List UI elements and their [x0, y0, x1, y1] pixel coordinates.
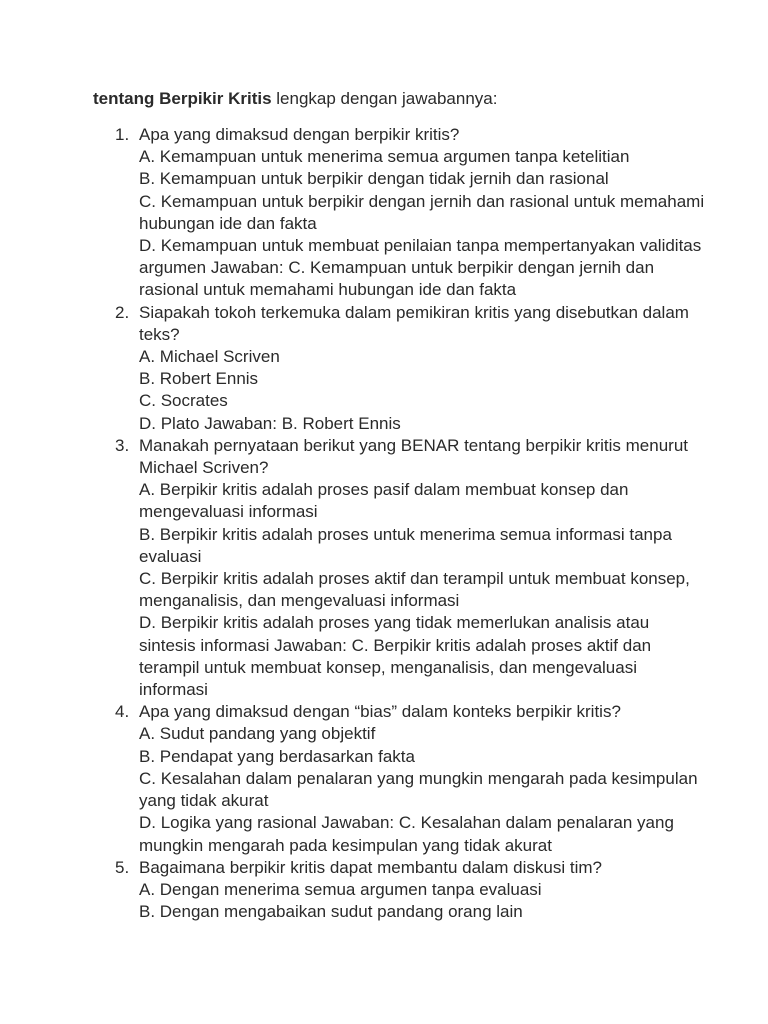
question-4 — [93, 701, 708, 856]
option-b: B. Berpikir kritis adalah proses untuk menerima semua informasi tanpa evaluasi — [139, 524, 672, 566]
option-c: C. Berpikir kritis adalah proses aktif dan terampil untuk membuat konsep, menganalisis, dan mengevaluasi informasi — [139, 569, 690, 611]
option-c: C. Kemampuan untuk berpikir dengan jernih dan rasional untuk memahami hubungan ide dan fakta — [139, 191, 705, 233]
option-b: B. Robert Ennis — [139, 369, 259, 389]
option-d-with-answer: D. Logika yang rasional Jawaban: C. Kesalahan dalam penalaran yang mungkin mengarah pada kesimpulan yang tidak akurat — [139, 813, 674, 855]
question-number: 4. — [115, 702, 130, 722]
question-number: 2. — [115, 302, 130, 322]
question-2 — [93, 302, 708, 435]
option-d-with-answer: D. Berpikir kritis adalah proses yang tidak memerlukan analisis atau sintesis informasi Jawaban: C. Berpikir kritis adalah proses aktif dan terampil untuk membuat konsep, menganalisis, dan mengevaluasi informasi — [139, 613, 652, 700]
option-a: A. Sudut pandang yang objektif — [139, 724, 376, 744]
option-c: C. Socrates — [139, 391, 228, 411]
option-b: B. Pendapat yang berdasarkan fakta — [139, 746, 415, 766]
option-a: A. Michael Scriven — [139, 347, 280, 367]
option-a: A. Dengan menerima semua argumen tanpa evaluasi — [139, 879, 542, 899]
option-a: A. Berpikir kritis adalah proses pasif dalam membuat konsep dan mengevaluasi informasi — [139, 480, 629, 522]
question-list — [93, 124, 708, 923]
option-c: C. Kesalahan dalam penalaran yang mungkin mengarah pada kesimpulan yang tidak akurat — [139, 768, 698, 811]
question-text: Apa yang dimaksud dengan berpikir kritis? — [139, 125, 460, 144]
question-number: 3. — [115, 435, 130, 455]
question-3 — [93, 435, 708, 701]
option-b: B. Kemampuan untuk berpikir dengan tidak jernih dan rasional — [139, 169, 609, 189]
question-number: 5. — [115, 857, 130, 877]
question-text: Siapakah tokoh terkemuka dalam pemikiran kritis yang disebutkan dalam teks? — [139, 302, 689, 344]
intro-title: tentang Berpikir Kritis — [93, 89, 272, 108]
question-5 — [93, 857, 708, 924]
option-b: B. Dengan mengabaikan sudut pandang orang lain — [139, 902, 523, 922]
question-text: Bagaimana berpikir kritis dapat membantu dalam diskusi tim? — [139, 857, 602, 877]
intro-rest: lengkap dengan jawabannya: — [271, 89, 498, 108]
intro-line — [93, 88, 708, 110]
question-number: 1. — [115, 125, 130, 144]
option-a: A. Kemampuan untuk menerima semua argumen tanpa ketelitian — [139, 147, 630, 167]
question-text: Apa yang dimaksud dengan “bias” dalam konteks berpikir kritis? — [139, 702, 621, 722]
question-1 — [93, 124, 708, 302]
option-d-with-answer: D. Plato Jawaban: B. Robert Ennis — [139, 413, 401, 433]
question-text: Manakah pernyataan berikut yang BENAR tentang berpikir kritis menurut Michael Scriven? — [139, 435, 689, 478]
option-d-with-answer: D. Kemampuan untuk membuat penilaian tanpa mempertanyakan validitas argumen Jawaban: C. Kemampuan untuk berpikir dengan jernih dan rasional untuk memahami hubungan ide dan fakta — [139, 236, 702, 300]
